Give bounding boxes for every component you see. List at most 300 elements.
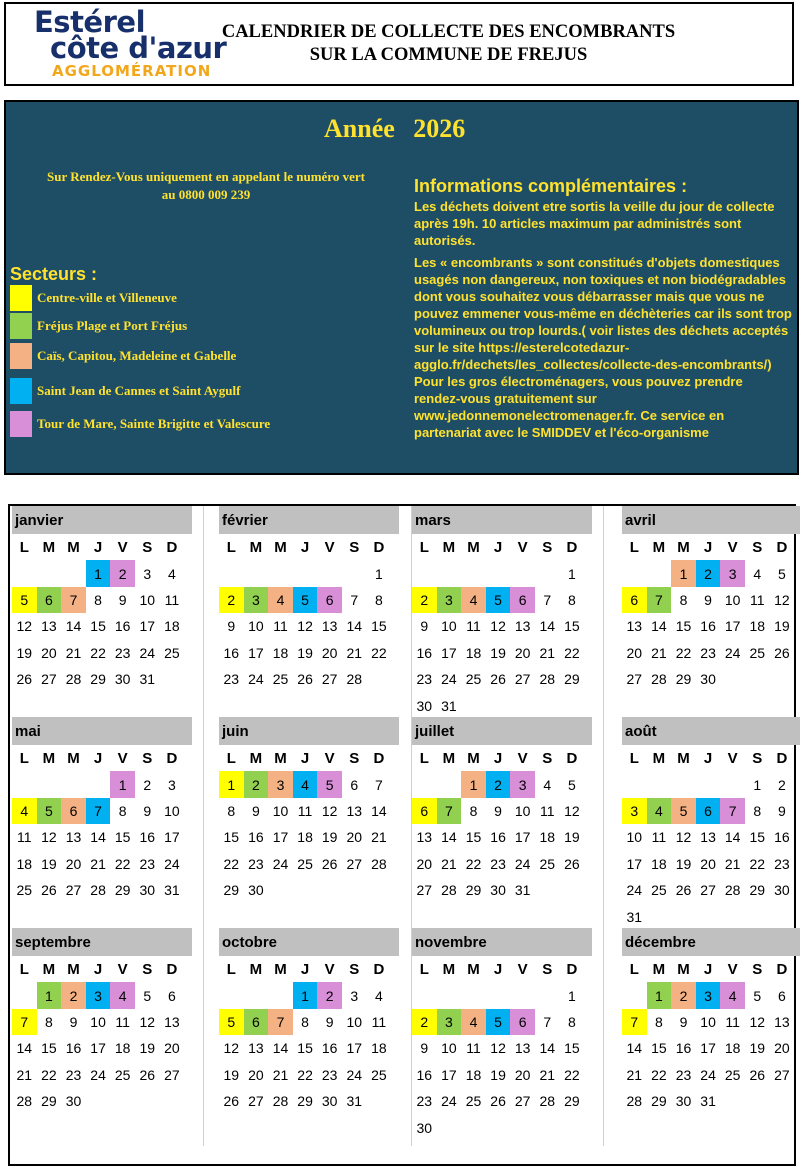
day-cell: 29 bbox=[675, 671, 692, 688]
day-cell: 7 bbox=[374, 776, 383, 793]
month-name: avril bbox=[622, 506, 800, 534]
empty-cell bbox=[437, 560, 462, 586]
day-cell: 19 bbox=[41, 855, 57, 872]
day-cell: 25 bbox=[749, 644, 766, 661]
complementary-info-paragraph-1: Les déchets doivent etre sortis la veille du jour de collecte après 19h. 10 articles maximum par administrés sont autorisés. bbox=[414, 199, 775, 248]
weekday-header: M bbox=[442, 538, 456, 556]
day-cell: 13 bbox=[514, 618, 531, 635]
weekday-header: D bbox=[776, 749, 788, 767]
sector-item bbox=[10, 378, 240, 404]
title-line-1: CALENDRIER DE COLLECTE DES ENCOMBRANTS bbox=[221, 22, 676, 42]
day-cell: 27 bbox=[626, 671, 643, 688]
day-cell: 1 bbox=[374, 565, 383, 582]
weekday-header: M bbox=[274, 749, 287, 767]
weekday-header: D bbox=[373, 749, 385, 767]
day-cell: 17 bbox=[626, 855, 643, 872]
collection-day: 2 bbox=[61, 982, 86, 1008]
day-cell: 18 bbox=[297, 829, 313, 846]
day-cell: 9 bbox=[251, 802, 260, 819]
day-cell: 17 bbox=[441, 644, 457, 661]
empty-cell bbox=[535, 560, 560, 586]
day-cell: 18 bbox=[465, 1066, 482, 1083]
day-cell: 31 bbox=[441, 697, 457, 714]
day-cell: 14 bbox=[272, 1040, 289, 1057]
day-cell: 17 bbox=[139, 618, 156, 635]
weekday-header: L bbox=[19, 538, 29, 556]
day-cell: 8 bbox=[44, 1013, 53, 1030]
weekday-header: V bbox=[727, 749, 738, 767]
collection-day: 2 bbox=[671, 982, 696, 1008]
day-cell: 20 bbox=[774, 1040, 790, 1057]
weekday-header: L bbox=[226, 538, 236, 556]
day-cell: 25 bbox=[16, 882, 33, 899]
day-cell: 31 bbox=[514, 882, 531, 899]
day-cell: 2 bbox=[777, 776, 786, 793]
weekday-header: L bbox=[226, 749, 236, 767]
weekday-header: L bbox=[629, 960, 639, 978]
collection-day: 2 bbox=[486, 771, 511, 797]
day-cell: 14 bbox=[371, 802, 387, 819]
day-cell: 27 bbox=[65, 882, 82, 899]
weekday-header: D bbox=[776, 960, 788, 978]
day-cell: 26 bbox=[16, 671, 33, 688]
day-cell: 19 bbox=[749, 1040, 766, 1057]
info-panel bbox=[4, 100, 799, 475]
collection-day: 6 bbox=[510, 1009, 535, 1035]
collection-day: 7 bbox=[622, 1009, 647, 1035]
day-cell: 22 bbox=[651, 1066, 667, 1083]
month-5 bbox=[12, 717, 192, 903]
month-days-grid bbox=[219, 534, 399, 692]
collection-day: 4 bbox=[268, 587, 293, 613]
day-cell: 18 bbox=[16, 855, 33, 872]
weekday-header: D bbox=[776, 538, 788, 556]
day-cell: 12 bbox=[41, 829, 57, 846]
weekday-header: M bbox=[442, 960, 456, 978]
weekday-header: S bbox=[349, 960, 360, 978]
day-cell: 28 bbox=[724, 882, 741, 899]
weekday-header: M bbox=[274, 538, 287, 556]
complementary-info-heading: Informations complémentaires : bbox=[414, 176, 688, 196]
day-cell: 29 bbox=[223, 882, 240, 899]
day-cell: 27 bbox=[514, 671, 531, 688]
collection-day: 3 bbox=[437, 1009, 462, 1035]
day-cell: 13 bbox=[65, 829, 82, 846]
collection-day: 5 bbox=[37, 798, 62, 824]
weekday-header: M bbox=[677, 749, 690, 767]
empty-cell bbox=[486, 560, 511, 586]
day-cell: 23 bbox=[490, 855, 506, 872]
empty-cell bbox=[219, 560, 244, 586]
day-cell: 29 bbox=[749, 882, 766, 899]
collection-day: 1 bbox=[671, 560, 696, 586]
weekday-header: S bbox=[142, 749, 153, 767]
collection-day: 3 bbox=[268, 771, 293, 797]
day-cell: 23 bbox=[774, 855, 790, 872]
day-cell: 21 bbox=[724, 855, 741, 872]
weekday-header: V bbox=[517, 960, 528, 978]
day-cell: 20 bbox=[164, 1040, 180, 1057]
day-cell: 28 bbox=[539, 671, 556, 688]
empty-cell bbox=[244, 560, 269, 586]
day-cell: 11 bbox=[164, 591, 180, 608]
month-9 bbox=[12, 928, 192, 1114]
day-cell: 31 bbox=[164, 882, 180, 899]
month-days-grid bbox=[412, 956, 592, 1141]
sector-color-swatch bbox=[10, 285, 32, 311]
day-cell: 9 bbox=[494, 802, 502, 819]
empty-cell bbox=[61, 560, 86, 586]
day-cell: 8 bbox=[753, 802, 762, 819]
day-cell: 26 bbox=[564, 855, 580, 872]
day-cell: 19 bbox=[321, 829, 338, 846]
empty-cell bbox=[342, 560, 367, 586]
day-cell: 11 bbox=[466, 1040, 481, 1057]
day-cell: 15 bbox=[651, 1040, 667, 1057]
day-cell: 24 bbox=[441, 1093, 457, 1110]
weekday-header: L bbox=[629, 538, 639, 556]
day-cell: 19 bbox=[16, 644, 33, 661]
weekday-header: D bbox=[373, 960, 385, 978]
weekday-header: V bbox=[517, 749, 528, 767]
month-days-grid bbox=[219, 745, 399, 903]
weekday-header: D bbox=[166, 538, 178, 556]
weekday-header: V bbox=[324, 538, 335, 556]
empty-cell bbox=[647, 771, 672, 797]
empty-cell bbox=[37, 771, 62, 797]
sector-label: Caïs, Capitou, Madeleine et Gabelle bbox=[37, 348, 237, 363]
empty-cell bbox=[622, 560, 647, 586]
empty-cell bbox=[412, 560, 437, 586]
day-cell: 9 bbox=[420, 618, 429, 635]
day-cell: 22 bbox=[465, 855, 482, 872]
day-cell: 19 bbox=[675, 855, 692, 872]
empty-cell bbox=[268, 560, 293, 586]
empty-cell bbox=[510, 982, 535, 1008]
day-cell: 25 bbox=[272, 671, 289, 688]
day-cell: 25 bbox=[465, 1093, 482, 1110]
weekday-header: M bbox=[42, 749, 56, 767]
weekday-header: M bbox=[274, 960, 287, 978]
day-cell: 2 bbox=[143, 776, 152, 793]
day-cell: 12 bbox=[675, 829, 692, 846]
empty-cell bbox=[412, 982, 437, 1008]
collection-day: 1 bbox=[219, 771, 244, 797]
day-cell: 9 bbox=[679, 1013, 688, 1030]
agglomeration-logo bbox=[30, 5, 230, 80]
empty-cell bbox=[61, 771, 86, 797]
day-cell: 16 bbox=[223, 644, 240, 661]
day-cell: 9 bbox=[69, 1013, 78, 1030]
empty-cell bbox=[647, 560, 672, 586]
day-cell: 25 bbox=[465, 671, 482, 688]
weekday-header: J bbox=[703, 960, 713, 978]
collection-day: 1 bbox=[293, 982, 318, 1008]
day-cell: 14 bbox=[724, 829, 741, 846]
day-cell: 21 bbox=[651, 644, 667, 661]
month-name: août bbox=[622, 717, 800, 745]
day-cell: 18 bbox=[539, 829, 556, 846]
day-cell: 24 bbox=[164, 855, 180, 872]
day-cell: 5 bbox=[753, 987, 762, 1004]
day-cell: 13 bbox=[626, 618, 643, 635]
logo-line-3: AGGLOMÉRATION bbox=[52, 62, 212, 80]
day-cell: 20 bbox=[248, 1066, 264, 1083]
day-cell: 23 bbox=[416, 1093, 433, 1110]
day-cell: 8 bbox=[654, 1013, 663, 1030]
empty-cell bbox=[461, 560, 486, 586]
day-cell: 15 bbox=[114, 829, 131, 846]
day-cell: 23 bbox=[223, 671, 240, 688]
day-cell: 17 bbox=[248, 644, 264, 661]
weekday-header: V bbox=[517, 538, 528, 556]
day-cell: 26 bbox=[490, 671, 506, 688]
day-cell: 22 bbox=[749, 855, 766, 872]
day-cell: 17 bbox=[700, 1040, 716, 1057]
weekday-header: J bbox=[300, 538, 310, 556]
weekday-header: L bbox=[19, 960, 29, 978]
day-cell: 8 bbox=[118, 802, 127, 819]
day-cell: 30 bbox=[139, 882, 156, 899]
weekday-header: M bbox=[42, 538, 56, 556]
collection-day: 3 bbox=[437, 587, 462, 613]
collection-day: 4 bbox=[461, 1009, 486, 1035]
day-cell: 29 bbox=[297, 1093, 313, 1110]
day-cell: 20 bbox=[626, 644, 643, 661]
weekday-header: M bbox=[42, 960, 56, 978]
day-cell: 10 bbox=[139, 591, 156, 608]
appointment-note: Sur Rendez-Vous uniquement en appelant le numéro vert au 0800 009 239 bbox=[47, 169, 365, 202]
collection-day: 7 bbox=[12, 1009, 37, 1035]
day-cell: 16 bbox=[114, 618, 131, 635]
weekday-header: D bbox=[566, 749, 578, 767]
day-cell: 12 bbox=[297, 618, 313, 635]
day-cell: 1 bbox=[567, 565, 576, 582]
weekday-header: S bbox=[752, 538, 763, 556]
day-cell: 28 bbox=[441, 882, 457, 899]
month-days-grid bbox=[219, 956, 399, 1114]
day-cell: 17 bbox=[164, 829, 180, 846]
weekday-header: J bbox=[493, 538, 503, 556]
day-cell: 21 bbox=[65, 644, 82, 661]
collection-day: 3 bbox=[244, 587, 269, 613]
day-cell: 9 bbox=[704, 591, 712, 608]
day-cell: 29 bbox=[114, 882, 131, 899]
day-cell: 22 bbox=[564, 1066, 580, 1083]
day-cell: 25 bbox=[164, 644, 180, 661]
day-cell: 13 bbox=[321, 618, 338, 635]
day-cell: 18 bbox=[114, 1040, 131, 1057]
weekday-header: L bbox=[419, 960, 429, 978]
empty-cell bbox=[622, 982, 647, 1008]
day-cell: 11 bbox=[725, 1013, 740, 1030]
day-cell: 27 bbox=[164, 1066, 180, 1083]
day-cell: 21 bbox=[626, 1066, 643, 1083]
day-cell: 16 bbox=[416, 1066, 433, 1083]
weekday-header: V bbox=[324, 749, 335, 767]
weekday-header: V bbox=[117, 749, 128, 767]
day-cell: 14 bbox=[346, 618, 363, 635]
day-cell: 14 bbox=[539, 1040, 556, 1057]
collection-day: 4 bbox=[12, 798, 37, 824]
day-cell: 16 bbox=[700, 618, 716, 635]
day-cell: 30 bbox=[416, 697, 433, 714]
day-cell: 19 bbox=[223, 1066, 240, 1083]
weekday-header: M bbox=[677, 538, 690, 556]
weekday-header: S bbox=[349, 749, 360, 767]
sector-item bbox=[10, 343, 236, 369]
day-cell: 29 bbox=[41, 1093, 57, 1110]
day-cell: 29 bbox=[465, 882, 482, 899]
day-cell: 7 bbox=[543, 591, 552, 608]
collection-day: 6 bbox=[412, 798, 437, 824]
day-cell: 26 bbox=[223, 1093, 240, 1110]
weekday-header: M bbox=[467, 960, 480, 978]
day-cell: 8 bbox=[469, 802, 478, 819]
day-cell: 17 bbox=[346, 1040, 363, 1057]
year-title: Année 2026 bbox=[324, 114, 466, 143]
month-4 bbox=[622, 506, 800, 692]
month-name: janvier bbox=[12, 506, 192, 534]
collection-day: 6 bbox=[696, 798, 721, 824]
collection-day: 2 bbox=[317, 982, 342, 1008]
collection-day: 7 bbox=[720, 798, 745, 824]
day-cell: 24 bbox=[441, 671, 457, 688]
day-cell: 4 bbox=[374, 987, 383, 1004]
day-cell: 16 bbox=[490, 829, 506, 846]
day-cell: 1 bbox=[567, 987, 576, 1004]
day-cell: 20 bbox=[41, 644, 57, 661]
day-cell: 21 bbox=[16, 1066, 33, 1083]
month-days-grid bbox=[12, 745, 192, 903]
day-cell: 5 bbox=[143, 987, 152, 1004]
day-cell: 9 bbox=[143, 802, 152, 819]
weekday-header: M bbox=[67, 749, 80, 767]
weekday-header: L bbox=[226, 960, 236, 978]
day-cell: 11 bbox=[273, 618, 288, 635]
day-cell: 28 bbox=[272, 1093, 289, 1110]
collection-day: 3 bbox=[86, 982, 111, 1008]
day-cell: 23 bbox=[65, 1066, 82, 1083]
day-cell: 16 bbox=[139, 829, 156, 846]
day-cell: 10 bbox=[700, 1013, 716, 1030]
weekday-header: J bbox=[703, 749, 713, 767]
empty-cell bbox=[671, 771, 696, 797]
empty-cell bbox=[412, 771, 437, 797]
day-cell: 11 bbox=[749, 591, 765, 608]
day-cell: 10 bbox=[626, 829, 643, 846]
day-cell: 23 bbox=[700, 644, 716, 661]
collection-day: 6 bbox=[37, 587, 62, 613]
day-cell: 8 bbox=[567, 591, 576, 608]
day-cell: 29 bbox=[90, 671, 106, 688]
logo-line-1: Estérel bbox=[34, 5, 146, 39]
day-cell: 19 bbox=[490, 1066, 506, 1083]
day-cell: 29 bbox=[651, 1093, 667, 1110]
collection-day: 1 bbox=[37, 982, 62, 1008]
weekday-header: S bbox=[542, 960, 553, 978]
day-cell: 31 bbox=[626, 908, 643, 925]
month-days-grid bbox=[412, 534, 592, 719]
month-name: février bbox=[219, 506, 399, 534]
day-cell: 24 bbox=[514, 855, 531, 872]
day-cell: 14 bbox=[651, 618, 667, 635]
empty-cell bbox=[437, 982, 462, 1008]
weekday-header: V bbox=[117, 538, 128, 556]
weekday-header: J bbox=[703, 538, 713, 556]
sector-color-swatch bbox=[10, 411, 32, 437]
day-cell: 24 bbox=[272, 855, 289, 872]
day-cell: 27 bbox=[774, 1066, 790, 1083]
weekday-header: M bbox=[652, 960, 666, 978]
title-line-2: SUR LA COMMUNE DE FREJUS bbox=[309, 45, 588, 65]
day-cell: 18 bbox=[272, 644, 289, 661]
day-cell: 22 bbox=[297, 1066, 313, 1083]
sector-label: Tour de Mare, Sainte Brigitte et Valescure bbox=[37, 416, 271, 431]
header bbox=[4, 2, 794, 86]
collection-day: 5 bbox=[293, 587, 318, 613]
day-cell: 23 bbox=[139, 855, 156, 872]
day-cell: 20 bbox=[700, 855, 716, 872]
day-cell: 30 bbox=[774, 882, 790, 899]
day-cell: 12 bbox=[223, 1040, 240, 1057]
day-cell: 27 bbox=[41, 671, 57, 688]
day-cell: 20 bbox=[514, 644, 531, 661]
weekday-header: D bbox=[566, 538, 578, 556]
day-cell: 10 bbox=[441, 1040, 457, 1057]
weekday-header: M bbox=[67, 960, 80, 978]
day-cell: 16 bbox=[416, 644, 433, 661]
day-cell: 3 bbox=[143, 565, 152, 582]
sector-color-swatch bbox=[10, 343, 32, 369]
day-cell: 12 bbox=[749, 1013, 766, 1030]
weekday-header: V bbox=[324, 960, 335, 978]
day-cell: 9 bbox=[118, 591, 127, 608]
weekday-header: L bbox=[629, 749, 639, 767]
month-days-grid bbox=[12, 956, 192, 1114]
empty-cell bbox=[86, 771, 111, 797]
day-cell: 3 bbox=[167, 776, 176, 793]
collection-day: 1 bbox=[461, 771, 486, 797]
day-cell: 24 bbox=[90, 1066, 106, 1083]
day-cell: 24 bbox=[626, 882, 643, 899]
day-cell: 22 bbox=[223, 855, 240, 872]
day-cell: 16 bbox=[774, 829, 790, 846]
day-cell: 26 bbox=[41, 882, 57, 899]
day-cell: 30 bbox=[490, 882, 506, 899]
weekday-header: M bbox=[467, 538, 480, 556]
day-cell: 12 bbox=[490, 618, 506, 635]
empty-cell bbox=[12, 771, 37, 797]
day-cell: 9 bbox=[227, 618, 236, 635]
empty-cell bbox=[510, 560, 535, 586]
month-name: juin bbox=[219, 717, 399, 745]
day-cell: 31 bbox=[700, 1093, 716, 1110]
day-cell: 27 bbox=[514, 1093, 531, 1110]
weekday-header: L bbox=[419, 749, 429, 767]
day-cell: 8 bbox=[94, 591, 102, 608]
day-cell: 26 bbox=[297, 671, 313, 688]
month-days-grid bbox=[412, 745, 592, 903]
month-name: octobre bbox=[219, 928, 399, 956]
month-name: septembre bbox=[12, 928, 192, 956]
day-cell: 22 bbox=[90, 644, 106, 661]
sector-item bbox=[10, 411, 270, 437]
day-cell: 21 bbox=[346, 644, 363, 661]
day-cell: 28 bbox=[626, 1093, 643, 1110]
weekday-header: J bbox=[493, 960, 503, 978]
day-cell: 11 bbox=[115, 1013, 130, 1030]
